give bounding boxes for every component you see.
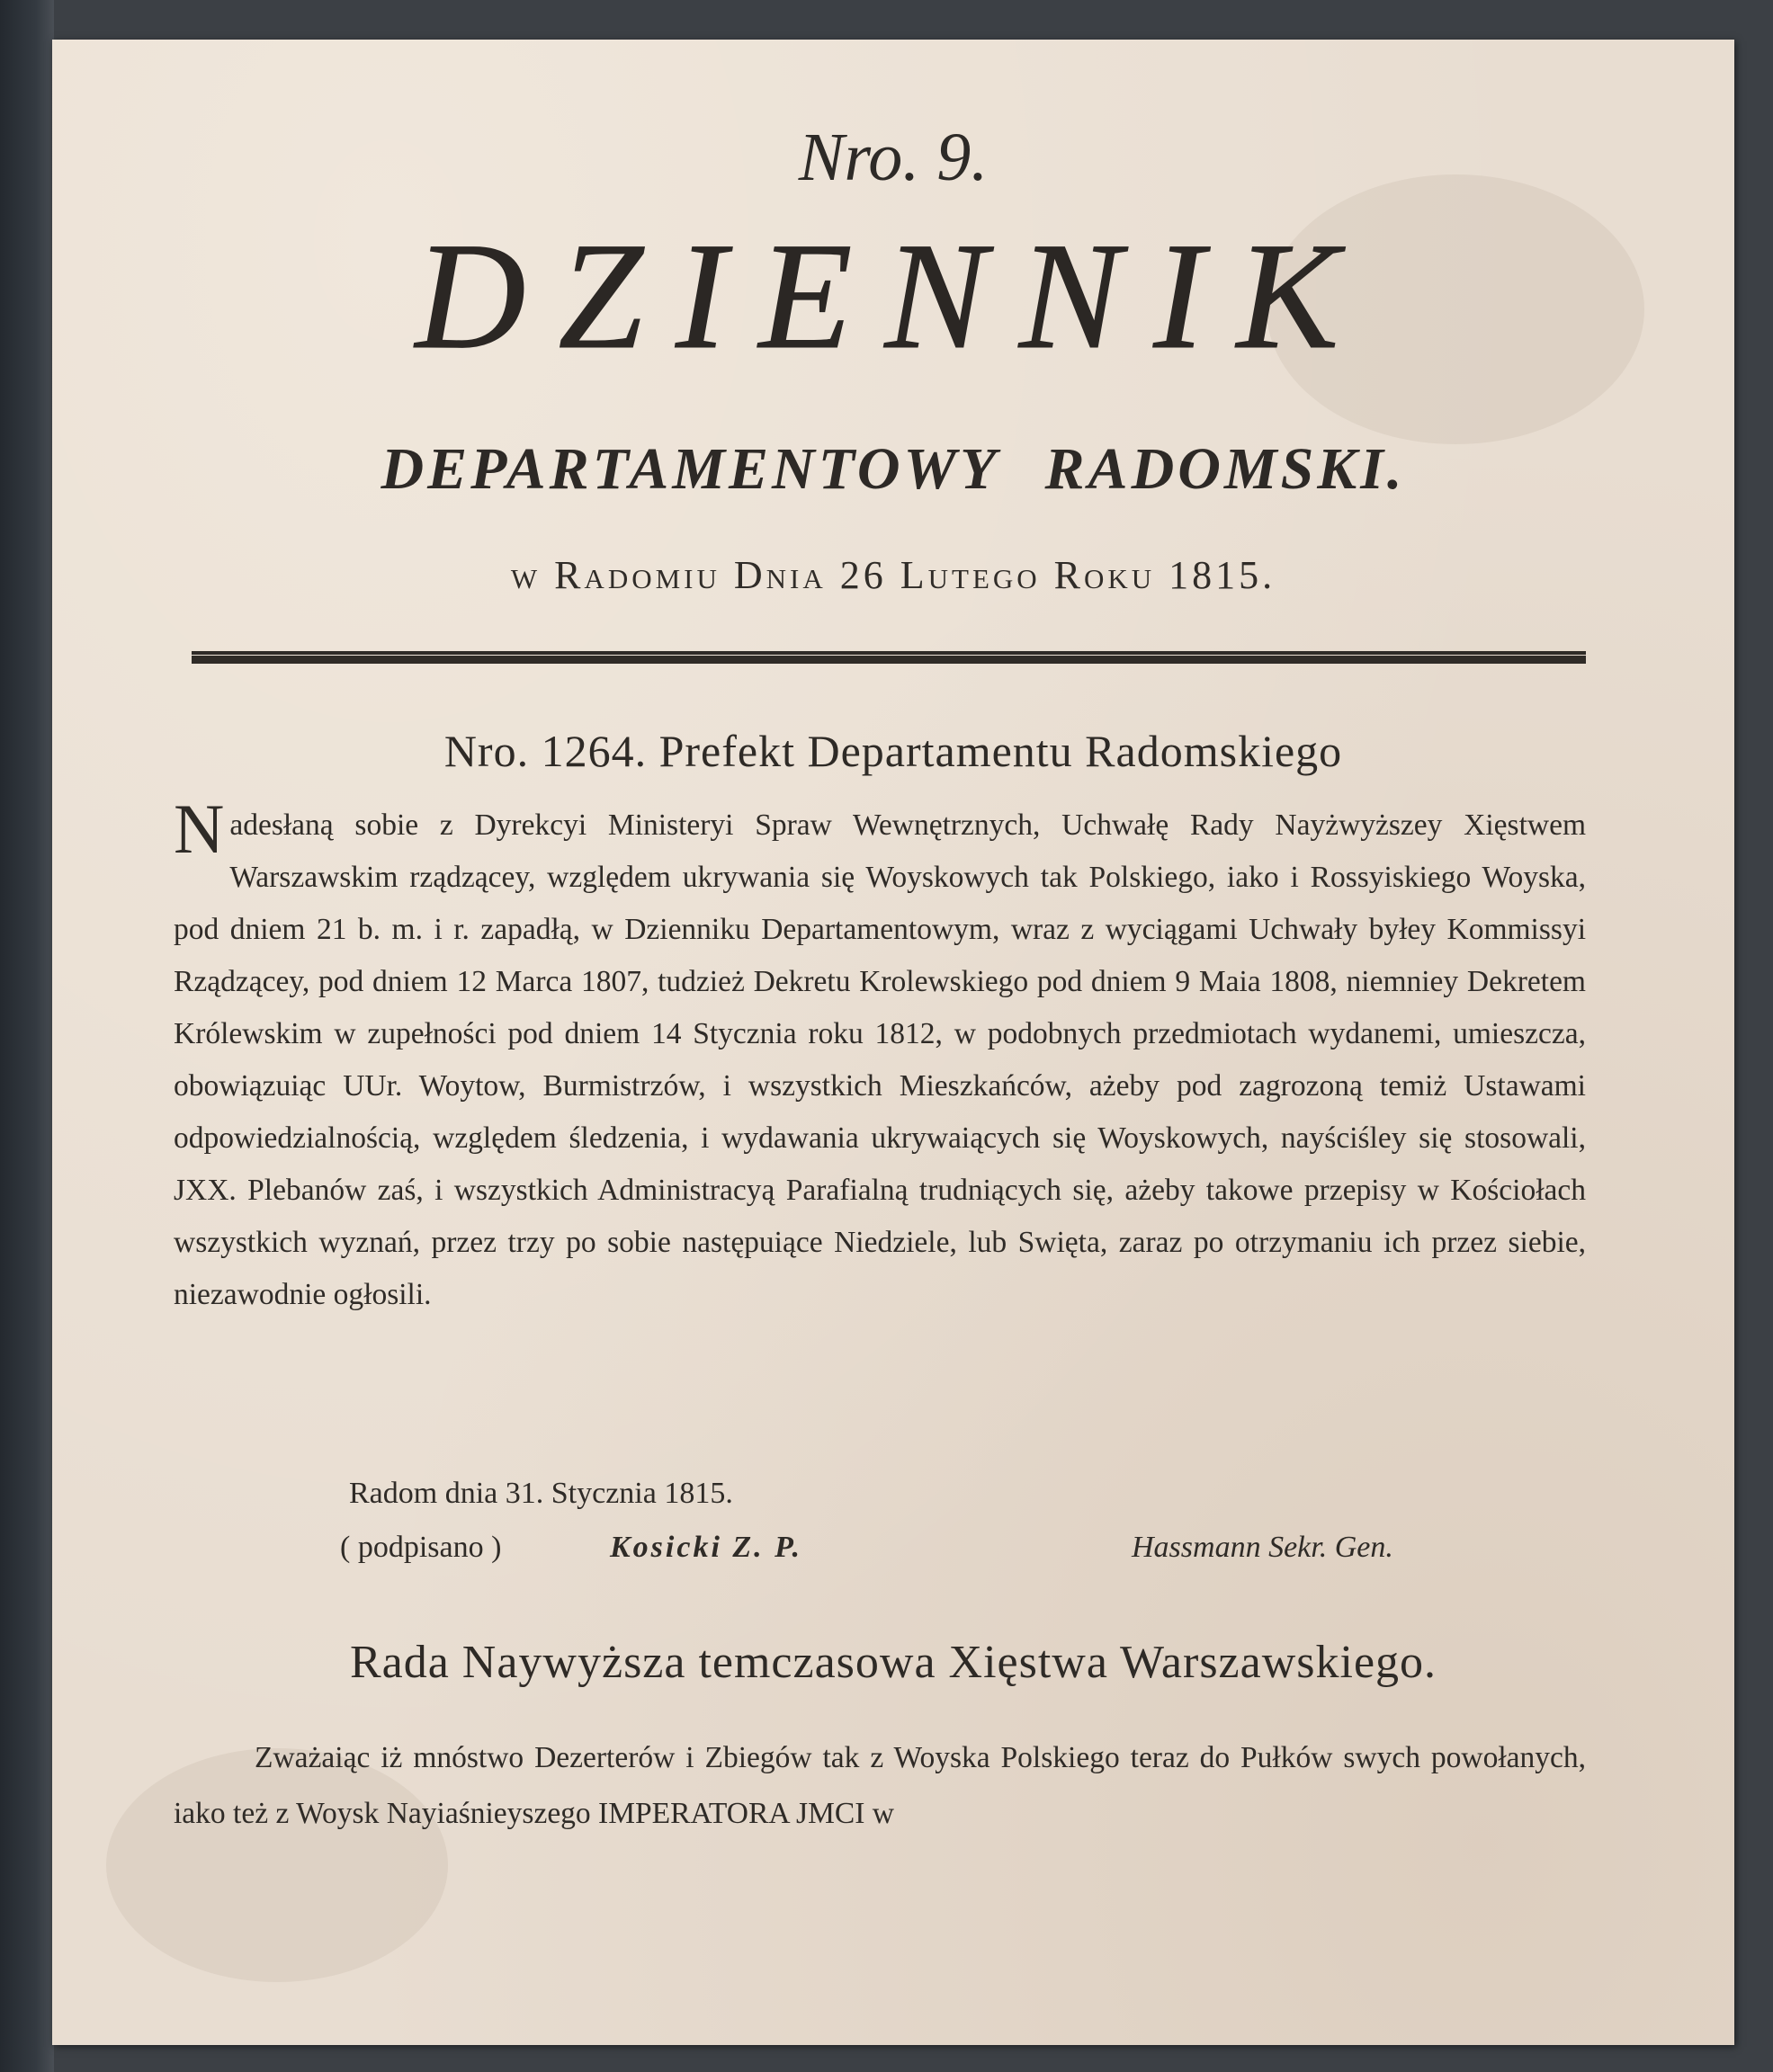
place-and-date: Radom dnia 31. Stycznia 1815. xyxy=(349,1477,733,1510)
secretary-name: Hassmann Sekr. Gen. xyxy=(1132,1531,1393,1564)
issue-dateline: w Radomiu Dnia 26 Lutego Roku 1815. xyxy=(510,553,1276,597)
drop-cap: N xyxy=(174,790,225,868)
scanner-background xyxy=(0,0,54,2072)
section2-body: Zważaiąc iż mnóstwo Dezerterów i Zbiegów tak z Woyska Polskiego teraz do Pułków swych powołanych, iako też z Woysk Nayiaśnieyszego IMPERATORA JMCI w xyxy=(174,1741,1586,1830)
signer-name: Kosicki Z. P. xyxy=(610,1531,803,1564)
section1-body-text: adesłaną sobie z Dyrekcyi Ministeryi Spraw Wewnętrznych, Uchwałę Rady Nayżwyższey Xięstwem Warszawskim rządzącey, względem ukrywania się Woyskowych tak Polskiego, iako i Rossyiskiego Woyska, pod dniem 21 b. m. i r. zapadłą, w Dzienniku Departamentowym, wraz z wyciągami Uchwały byłey Kommissyi Rządzącey, pod dniem 12 Marca 1807, tudzież Dekretu Krolewskiego pod dniem 9 Maia 1808, niemniey Dekretem Królewskim w zupełności pod dniem 14 Stycznia roku 1812, w podobnych przedmiotach wydanemi, umieszcza, obowiązuiąc UUr. Woytow, Burmistrzów, i wszystkich Mieszkańców, ażeby pod zagrozoną temiż Ustawami odpowiedzialnością, względem śledzenia, i wydawania ukrywaiących się Woyskowych, nayściśley się stosowali, JXX. Plebanów zaś, i wszystkich Administracyą Parafialną trudniących się, ażeby takowe przepisy w Kościołach wszystkich wyznań, przez trzy po sobie następuiące Niedziele, lub Swięta, zaraz po otrzymaniu ich przez siebie, niezawodnie ogłosili. xyxy=(174,808,1586,1311)
masthead-title: DZIENNIK xyxy=(415,211,1372,380)
signed-label: ( podpisano ) xyxy=(340,1531,502,1564)
newspaper-page xyxy=(52,40,1734,2045)
issue-number: Nro. 9. xyxy=(798,120,989,195)
section1-body xyxy=(174,790,1586,1321)
section2-heading: Rada Naywyższa temczasowa Xięstwa Warszawskiego. xyxy=(349,1637,1437,1688)
header-divider xyxy=(192,651,1586,664)
section1-heading: Nro. 1264. Prefekt Departamentu Radomskiego xyxy=(443,726,1343,776)
masthead-subtitle: DEPARTAMENTOWY RADOMSKI. xyxy=(381,436,1406,502)
